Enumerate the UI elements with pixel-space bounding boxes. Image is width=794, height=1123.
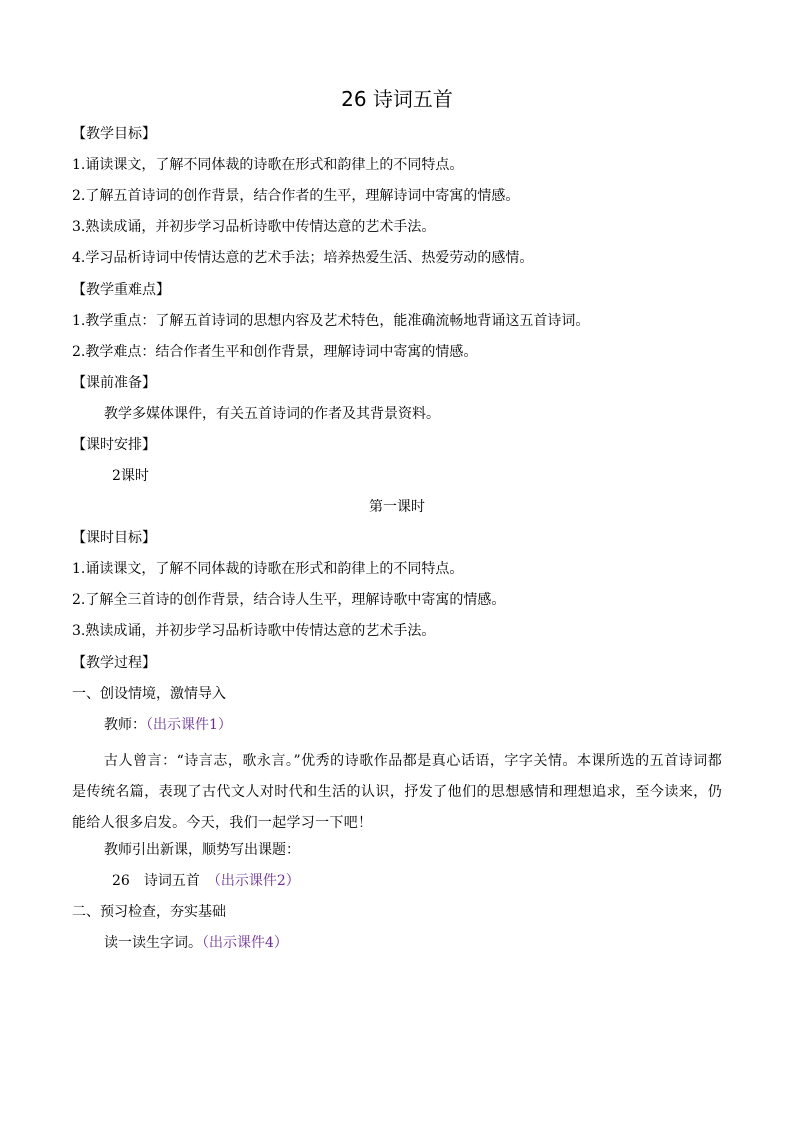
lesson-goal-item: 2.了解全三首诗的创作背景，结合诗人生平，理解诗歌中寄寓的情感。 [72, 592, 506, 608]
document-page [72, 0, 722, 1123]
lesson-goal-item: 1.诵读课文，了解不同体裁的诗歌在形式和韵律上的不同特点。 [72, 561, 464, 577]
heading-teaching-goals: 【教学目标】 [72, 126, 156, 142]
keypoint-item: 2.教学难点：结合作者生平和创作背景，理解诗词中寄寓的情感。 [72, 344, 478, 360]
heading-schedule: 【课时安排】 [72, 437, 156, 453]
keypoint-item: 1.教学重点：了解五首诗词的思想内容及艺术特色，能准确流畅地背诵这五首诗词。 [72, 313, 590, 329]
courseware-note: （出示课件4） [202, 935, 288, 951]
heading-preparation: 【课前准备】 [72, 375, 156, 391]
lesson-title-text: 26 诗词五首 [112, 873, 200, 889]
step-heading: 一、创设情境，激情导入 [72, 686, 226, 702]
intro-paragraph: 古人曾言：“诗言志，歌永言。”优秀的诗歌作品都是真心话语，字字关情。本课所选的五首诗词都是传统名篇，表现了古代文人对时代和生活的认识，抒发了他们的思想感情和理想追求，至今读来，仍能给人很多启发。今天，我们一起学习一下吧！ [72, 753, 722, 831]
lesson-title-line [112, 871, 722, 891]
heading-lesson-goals: 【课时目标】 [72, 530, 156, 546]
teacher-label: 教师： [104, 717, 146, 733]
read-words-text: 读一读生字词。 [104, 935, 202, 951]
step-heading: 二、预习检查，夯实基础 [72, 904, 226, 920]
heading-key-points: 【教学重难点】 [72, 282, 170, 298]
goal-item: 2.了解五首诗词的创作背景，结合作者的生平，理解诗词中寄寓的情感。 [72, 188, 520, 204]
lesson-heading: 第一课时 [369, 499, 425, 515]
courseware-note: （出示课件1） [146, 717, 232, 733]
lesson-goal-item: 3.熟读成诵，并初步学习品析诗歌中传情达意的艺术手法。 [72, 623, 436, 639]
page-title: 26 诗词五首 [341, 87, 453, 111]
goal-item: 4.学习品析诗词中传情达意的艺术手法；培养热爱生活、热爱劳动的感情。 [72, 250, 534, 266]
heading-process: 【教学过程】 [72, 655, 156, 671]
teacher-line [104, 715, 722, 735]
goal-item: 1.诵读课文，了解不同体裁的诗歌在形式和韵律上的不同特点。 [72, 157, 464, 173]
courseware-note: （出示课件2） [213, 873, 300, 889]
read-words-line [104, 933, 722, 953]
schedule-text: 2课时 [112, 468, 149, 484]
teacher-lead-text: 教师引出新课，顺势写出课题： [104, 842, 300, 858]
goal-item: 3.熟读成诵，并初步学习品析诗歌中传情达意的艺术手法。 [72, 219, 436, 235]
preparation-text: 教学多媒体课件，有关五首诗词的作者及其背景资料。 [104, 406, 440, 422]
